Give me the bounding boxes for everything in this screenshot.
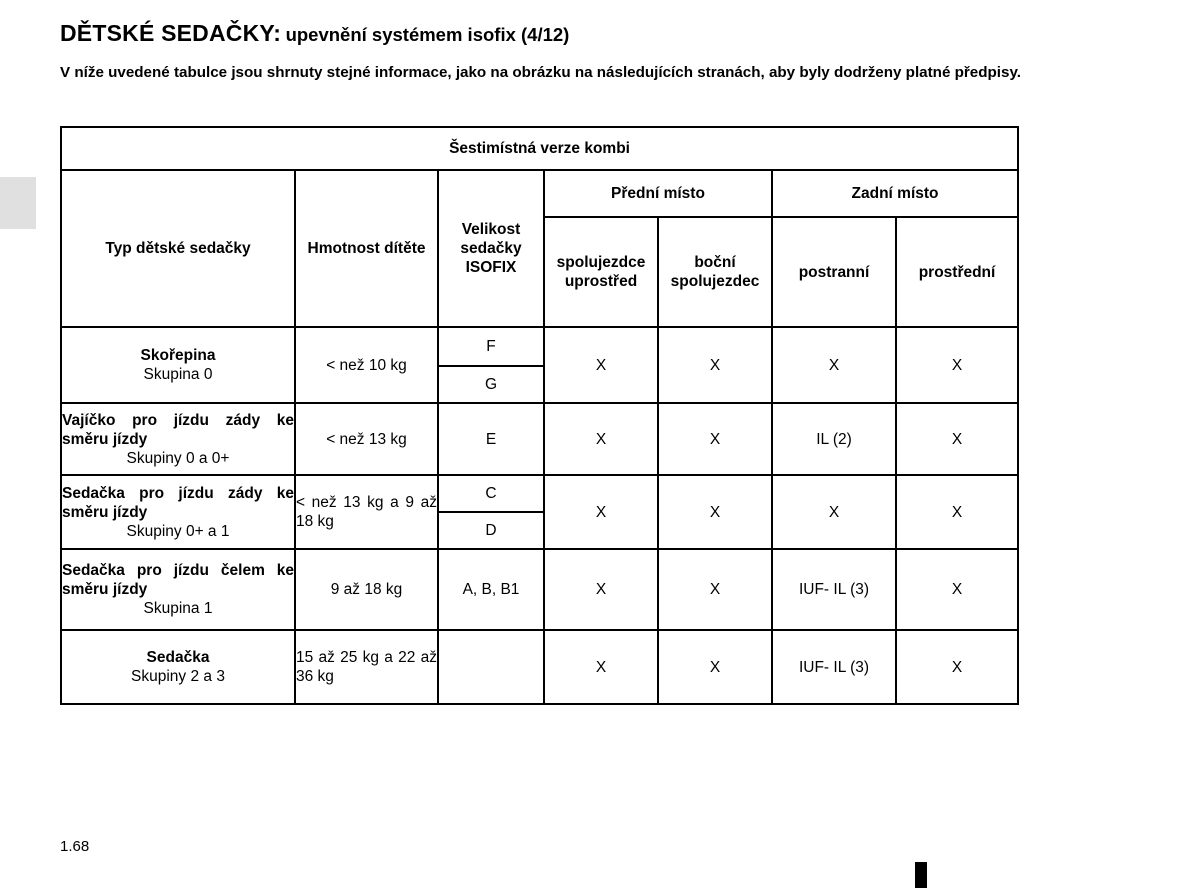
seat-type-name: Vajíčko pro jízdu zády ke směru jízdy <box>62 411 294 448</box>
child-weight-cell: < než 10 kg <box>295 327 438 403</box>
seat-type-group: Skupiny 0 a 0+ <box>126 449 230 467</box>
front-side-cell: X <box>658 475 772 549</box>
isofix-size-cell: A, B, B1 <box>438 549 544 630</box>
group-header-rear: Zadní místo <box>772 170 1018 217</box>
page-title <box>60 20 569 47</box>
front-middle-cell: X <box>544 475 658 549</box>
seat-type-group: Skupiny 2 a 3 <box>131 668 225 685</box>
page-title-main: DĚTSKÉ SEDAČKY: <box>60 20 282 46</box>
front-side-cell: X <box>658 327 772 403</box>
seat-type-name: Skořepina <box>140 347 216 364</box>
seat-type-name: Sedačka pro jízdu čelem ke směru jízdy <box>62 562 294 598</box>
rear-side-cell: IUF- IL (3) <box>772 630 896 704</box>
seat-type-group: Skupina 0 <box>143 366 213 383</box>
front-middle-cell: X <box>544 630 658 704</box>
table-row-seat-type <box>61 475 295 549</box>
front-middle-cell: X <box>544 549 658 630</box>
page-edge-marker <box>915 862 927 888</box>
rear-side-cell: IUF- IL (3) <box>772 549 896 630</box>
rear-middle-cell: X <box>896 403 1018 475</box>
rear-middle-cell: X <box>896 475 1018 549</box>
group-header-front: Přední místo <box>544 170 772 217</box>
table-row-seat-type <box>61 549 295 630</box>
page-number: 1.68 <box>60 838 90 855</box>
child-weight-cell: 9 až 18 kg <box>295 549 438 630</box>
isofix-size-cell: C <box>438 475 544 512</box>
rear-middle-cell: X <box>896 549 1018 630</box>
column-header-front-middle: spolujezdce uprostřed <box>544 217 658 327</box>
chapter-tab-marker <box>0 177 36 229</box>
isofix-size-cell: E <box>438 403 544 475</box>
rear-middle-cell: X <box>896 630 1018 704</box>
rear-side-cell: X <box>772 475 896 549</box>
front-side-cell: X <box>658 549 772 630</box>
rear-side-cell: IL (2) <box>772 403 896 475</box>
front-side-cell: X <box>658 630 772 704</box>
table-caption: Šestimístná verze kombi <box>61 127 1018 170</box>
front-middle-cell: X <box>544 403 658 475</box>
column-header-isofix-size: Velikost sedačky ISOFIX <box>438 170 544 327</box>
seat-type-group: Skupina 1 <box>143 600 213 617</box>
front-side-cell: X <box>658 403 772 475</box>
isofix-size-cell: D <box>438 512 544 549</box>
column-header-weight: Hmotnost dítěte <box>295 170 438 327</box>
isofix-seat-table <box>60 126 1019 705</box>
seat-type-name: Sedačka pro jízdu zády ke směru jízdy <box>62 484 294 521</box>
table-row-seat-type <box>61 327 295 403</box>
column-header-front-side: boční spolujezdec <box>658 217 772 327</box>
isofix-size-cell: F <box>438 327 544 366</box>
isofix-size-cell: G <box>438 366 544 403</box>
isofix-size-cell <box>438 630 544 704</box>
seat-type-group: Skupiny 0+ a 1 <box>126 522 230 540</box>
column-header-rear-middle: prostřední <box>896 217 1018 327</box>
column-header-rear-side: postranní <box>772 217 896 327</box>
child-weight-cell: 15 až 25 kg a 22 až 36 kg <box>295 630 438 704</box>
table-row-seat-type <box>61 630 295 704</box>
page-title-sub: upevnění systémem isofix (4/12) <box>285 24 570 45</box>
table-row-seat-type <box>61 403 295 475</box>
seat-type-name: Sedačka <box>146 649 210 666</box>
column-header-type: Typ dětské sedačky <box>61 170 295 327</box>
rear-middle-cell: X <box>896 327 1018 403</box>
intro-paragraph: V níže uvedené tabulce jsou shrnuty stejné informace, jako na obrázku na následujících stranách, aby byly dodrženy platné předpisy. <box>60 64 1022 81</box>
child-weight-cell: < než 13 kg a 9 až 18 kg <box>295 475 438 549</box>
rear-side-cell: X <box>772 327 896 403</box>
front-middle-cell: X <box>544 327 658 403</box>
child-weight-cell: < než 13 kg <box>295 403 438 475</box>
